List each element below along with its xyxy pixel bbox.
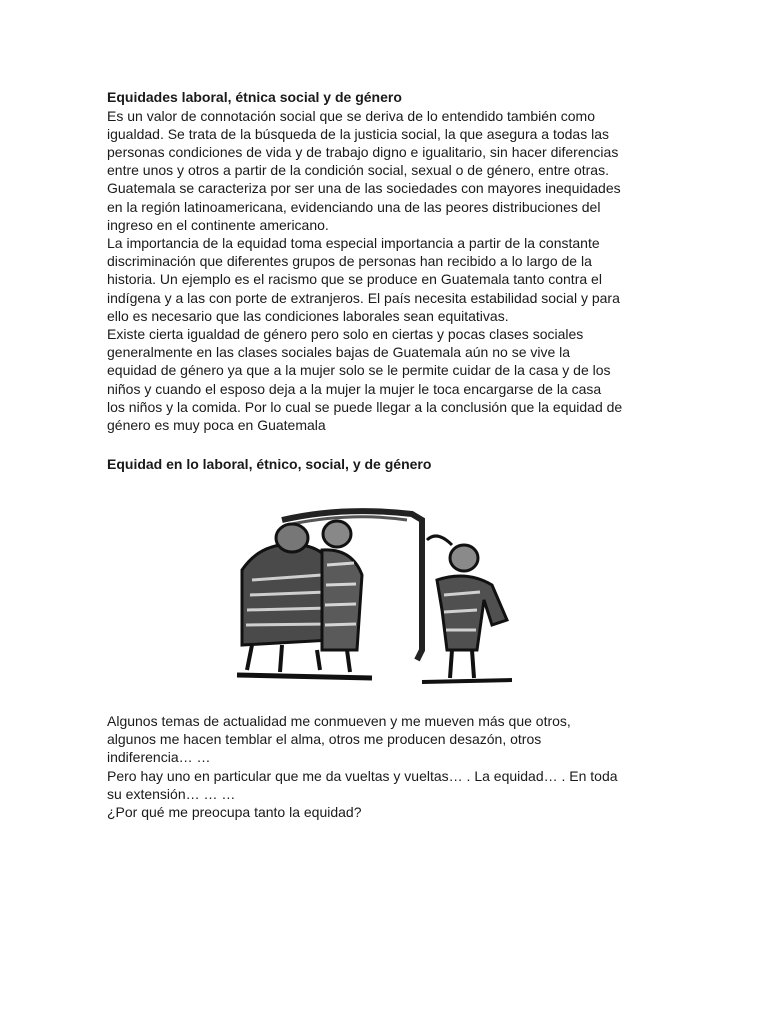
closing-section (107, 712, 667, 821)
section-title-equidad: Equidad en lo laboral, étnico, social, y de género (107, 456, 432, 472)
paragraph-definicion: Es un valor de connotación social que se deriva de lo entendido también como igualdad. Se trata de la búsqueda de la justicia social, la que asegura a todas las personas condiciones de vida y de trabajo digno e igualitario, sin hacer diferencias entre unos y otros a partir de la condición social, sexual o de género, entre otras. Guatemala se caracteriza por ser una de las sociedades con mayores inequidades en la región latinoamericana, evidenciando una de las peores distribuciones del ingreso en el continente americano. (107, 107, 621, 233)
section-title-equidades: Equidades laboral, étnica social y de género (107, 89, 402, 105)
paragraph-importancia: La importancia de la equidad toma especial importancia a partir de la constante discriminación que diferentes grupos de personas han recibido a lo largo de la historia. Un ejemplo es el racismo que se produce en Guatemala tanto contra el indígena y a las con porte de extranjeros. El país necesita estabilidad social y para ello es necesario que las condiciones laborales sean equitativas. (107, 234, 620, 324)
equity-illustration-icon (222, 500, 518, 690)
paragraph-vueltas: Pero hay uno en particular que me da vueltas y vueltas… . La equidad… . En toda su extensión… … … (107, 767, 618, 802)
paragraph-temas: Algunos temas de actualidad me conmueven y me mueven más que otros, algunos me hacen temblar el alma, otros me producen desazón, otros indiferencia… … (107, 713, 571, 766)
paragraph-genero: Existe cierta igualdad de género pero solo en ciertas y pocas clases sociales generalmente en las clases sociales bajas de Guatemala aún no se vive la equidad de género ya que a la mujer solo se le permite cuidar de la casa y de los niños y cuando el esposo deja a la mujer la mujer le toca encargarse de la casa los niños y la comida. Por lo cual se puede llegar a la conclusión que la equidad de género es muy poca en Guatemala (107, 325, 623, 433)
paragraph-pregunta: ¿Por qué me preocupa tanto la equidad? (107, 804, 362, 821)
document-page (107, 88, 667, 821)
